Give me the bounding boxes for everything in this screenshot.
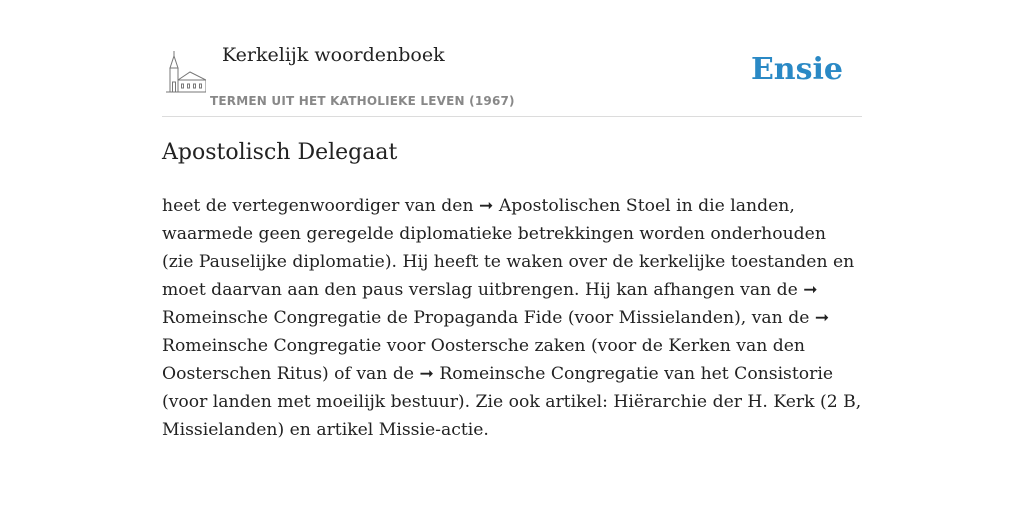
arrow-icon: ➞ [814, 308, 830, 328]
entry-title: Apostolisch Delegaat [162, 140, 398, 165]
arrow-icon: ➞ [479, 196, 494, 216]
body-text: in die landen, waarmede geen geregelde diplomatieke betrekkingen worden onderhouden (zie Pauselijke diplomatie). Hij heeft te waken over de kerkelijke toestanden en moet daarvan aan den paus verslag uitbrengen. Hij kan afhangen van de [162, 196, 855, 300]
body-text: (voor landen met moeilijk bestuur). Zie ook artikel: Hiërarchie der H. Kerk (2 B, Missielanden) en artikel Missie-actie. [162, 392, 862, 440]
page-container [162, 0, 862, 440]
xref-label: Romeinsche Congregatie voor Oostersche zaken [162, 336, 586, 356]
xref-consistorie[interactable] [419, 364, 833, 384]
arrow-icon: ➞ [803, 280, 818, 300]
book-header [162, 0, 862, 117]
body-text: (voor de Kerken van den Oosterschen Ritus) of van de [162, 336, 805, 384]
body-text: (voor Missielanden), van de [562, 308, 815, 328]
body-text: heet de vertegenwoordiger van den [162, 196, 480, 216]
ensie-logo[interactable]: Ensie [750, 52, 843, 87]
xref-label: Romeinsche Congregatie van het Consistorie [433, 364, 834, 384]
xref-apostolischen-stoel[interactable] [479, 196, 671, 216]
church-icon [166, 50, 206, 94]
entry-body [162, 192, 862, 444]
book-subtitle: TERMEN UIT HET KATHOLIEKE LEVEN (1967) [210, 94, 515, 108]
xref-label: Apostolischen Stoel [493, 196, 671, 216]
book-title[interactable]: Kerkelijk woordenboek [222, 44, 445, 66]
arrow-icon: ➞ [419, 364, 434, 384]
xref-label: Romeinsche Congregatie de Propaganda Fide [162, 308, 563, 328]
